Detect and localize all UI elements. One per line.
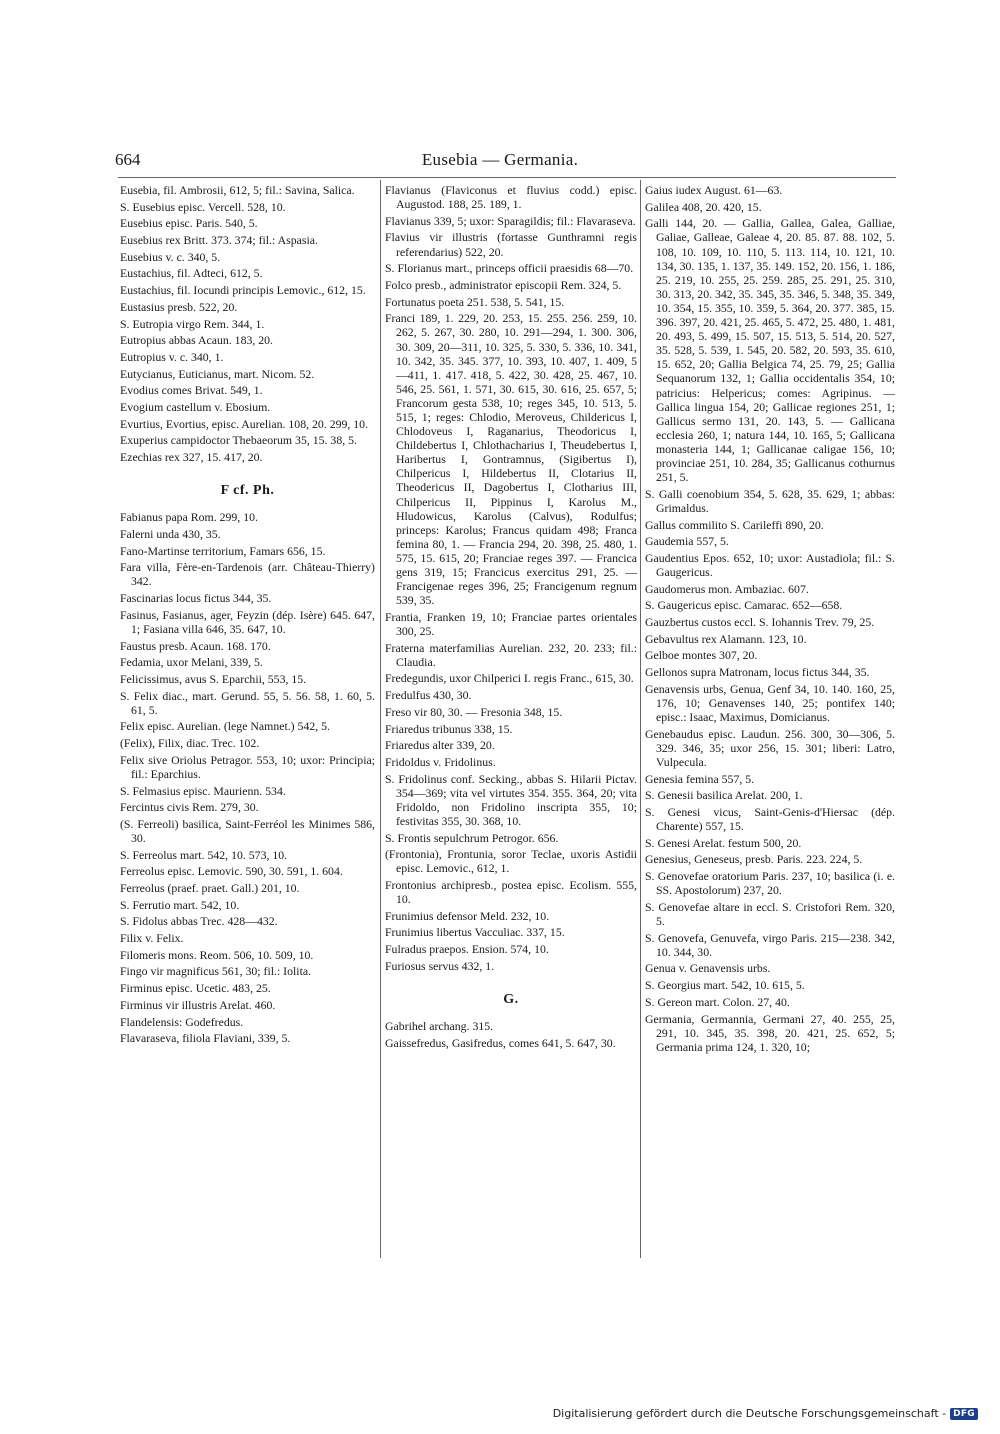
footer-text: Digitalisierung gefördert durch die Deutsche Forschungsgemeinschaft -: [552, 1407, 947, 1420]
index-entry: Gauzbertus custos eccl. S. Iohannis Trev. 79, 25.: [645, 615, 875, 630]
index-entry: Felicissimus, avus S. Eparchii, 553, 15.: [120, 671, 307, 686]
index-entry: Filix v. Felix.: [120, 931, 184, 946]
index-entry: Eutycianus, Euticianus, mart. Nicom. 52.: [120, 366, 315, 381]
index-entry: Fabianus papa Rom. 299, 10.: [120, 510, 258, 525]
index-entry: Friaredus tribunus 338, 15.: [385, 721, 513, 736]
index-entry: Fingo vir magnificus 561, 30; fil.: Iolita.: [120, 964, 312, 979]
index-entry: S. Genesii basilica Arelat. 200, 1.: [645, 788, 803, 803]
index-entry: Gelboe montes 307, 20.: [645, 648, 758, 663]
index-entry: S. Genovefa, Genuvefa, virgo Paris. 215—238. 342, 10. 344, 30.: [645, 930, 895, 959]
index-entry: Eustachius, fil. Adteci, 612, 5.: [120, 266, 263, 281]
index-entry: Frontonius archipresb., postea episc. Ecolism. 555, 10.: [385, 878, 637, 907]
index-entry: Eusebius rex Britt. 373. 374; fil.: Aspasia.: [120, 233, 318, 248]
index-entry: Fridoldus v. Fridolinus.: [385, 754, 496, 769]
index-entry: Genesius, Geneseus, presb. Paris. 223. 224, 5.: [645, 852, 863, 867]
index-entry: Gaissefredus, Gasifredus, comes 641, 5. 647, 30.: [385, 1035, 616, 1050]
column-divider-1: [380, 180, 381, 1258]
index-entry: Eusebius v. c. 340, 5.: [120, 249, 221, 264]
index-entry: Germania, Germannia, Germani 27, 40. 255, 25, 291, 10. 345, 35. 398, 20. 421, 25. 652, 5; Germania prima 124, 1. 320, 10;: [645, 1011, 895, 1054]
index-entry: Galli 144, 20. — Gallia, Gallea, Galea, Galliae, Galiae, Galleae, Galeae 4, 20. 85. 87. 88. 102, 5. 108, 10. 109, 10. 110, 5. 113. 114, 10. 121, 10. 134, 30. 135, 1. 137, 35. 149. 152, 20. 156, 1. 186, 25. 219, 10. 255, 25. 259. 285, 25. 291, 25. 310, 30. 313, 20. 342, 35. 345, 35. 346, 5. 348, 35. 349, 10. 354, 15. 355, 10. 359, 5. 364, 20. 377. 385, 15. 396. 397, 20. 421, 25. 465, 5. 472, 25. 480, 1. 481, 20. 493, 5. 499, 15. 507, 15. 513, 5. 514, 20. 527, 35. 528, 5. 539, 1. 545, 20. 582, 20. 593, 35. 610, 15. 652, 20; Gallia Belgica 74, 25. 79, 25; Gallia Sequanorum 132, 1; Gallia occidentalis 354, 10; patricius: Helpericus; comes: Agripinus. — Gallica lingua 154, 20; Gallicae regiones 251, 1; Gallicus sermo 131, 20. 143, 5. — Gallicana ecclesia 260, 1; natura 144, 10. 165, 5; Gallicana monasteria 144, 1; Gallicanae caligae 156, 10; provinciae 251, 10. 284, 35; Gallicanus cothurnus 251, 5.: [645, 216, 895, 485]
index-column-3: [645, 183, 895, 1263]
index-entry: Gallus commilito S. Carileffi 890, 20.: [645, 517, 824, 532]
index-entry: (Frontonia), Frontunia, soror Teclae, uxoris Astidii episc. Lemovic., 612, 1.: [385, 847, 637, 876]
index-entry: Fano-Martinse territorium, Famars 656, 15.: [120, 543, 326, 558]
footer-credit: [553, 1407, 978, 1420]
index-entry: Franci 189, 1. 229, 20. 253, 15. 255. 256. 259, 10. 262, 5. 267, 30. 280, 10. 291—294, 1. 300. 306, 30. 309, 20—311, 10. 325, 5. 330, 5. 336, 10. 341, 10. 342, 35. 345. 377, 10. 393, 10. 407, 1. 409, 5—411, 1. 417. 418, 5. 422, 30. 428, 25. 467, 10. 546, 25. 561, 1. 571, 30. 615, 30. 616, 25. 657, 5; Francorum gesta 538, 10; reges 345, 10. 513, 5. 515, 1; reges: Chlodio, Meroveus, Childericus I, Chlodoveus I, Raganarius, Theodoricus I, Childebertus I, Chlothacharius I, Theudebertus I, Haribertus I, Gontramnus, (Sigibertus I), Chilpericus I, Hildebertus II, Clotarius II, Theodericus II, Dagobertus I, Clotharius III, Chilpericus II, Pippinus I, Karolus M., Hludowicus, Karolus (Calvus), Rodulfus; princeps: Karolus; Francus quidam 498; Franca femina 80, 1. — Francia 294, 20. 398, 25. 480, 1. 575, 15. 615, 20; Franciae reges 397. — Francica gens 319, 15; Francicus exercitus 291, 25. — Francigenae reges 396, 25; Francigenum regnum 539, 35.: [385, 311, 637, 608]
index-entry: Fasinus, Fasianus, ager, Feyzin (dép. Isère) 645. 647, 1; Fasiana villa 646, 35. 647, 10.: [120, 607, 375, 636]
index-entry: Eutropius v. c. 340, 1.: [120, 349, 224, 364]
index-entry: Furiosus servus 432, 1.: [385, 958, 495, 973]
index-entry: Eusebius episc. Paris. 540, 5.: [120, 216, 258, 231]
index-entry: Friaredus alter 339, 20.: [385, 738, 495, 753]
index-entry: Genua v. Genavensis urbs.: [645, 961, 771, 976]
index-entry: S. Florianus mart., princeps officii praesidis 68—70.: [385, 261, 634, 276]
index-entry: Frantia, Franken 19, 10; Franciae partes orientales 300, 25.: [385, 609, 637, 638]
index-entry: Genebaudus episc. Laudun. 256. 300, 30—306, 5. 329. 346, 35; uxor 256, 15. 301; liberi: Latro, Vulpecula.: [645, 726, 895, 769]
index-entry: S. Genovefae oratorium Paris. 237, 10; basilica (i. e. SS. Apostolorum) 237, 20.: [645, 869, 895, 898]
index-entry: Gaudomerus mon. Ambaziac. 607.: [645, 581, 809, 596]
index-entry: S. Ferrutio mart. 542, 10.: [120, 897, 240, 912]
index-entry: Fredulfus 430, 30.: [385, 688, 472, 703]
index-entry: Fedamia, uxor Melani, 339, 5.: [120, 655, 263, 670]
index-entry: Eusebia, fil. Ambrosii, 612, 5; fil.: Savina, Salica.: [120, 183, 355, 197]
index-entry: Genavensis urbs, Genua, Genf 34, 10. 140. 160, 25, 176, 10; Genavenses 140, 25; pontifex 140; episc.: Isaac, Maximus, Domicianus.: [645, 681, 895, 724]
index-entry: Fercintus civis Rem. 279, 30.: [120, 800, 259, 815]
index-entry: Ezechias rex 327, 15. 417, 20.: [120, 450, 263, 464]
index-entry: S. Frontis sepulchrum Petrogor. 656.: [385, 830, 559, 845]
index-entry: Genesia femina 557, 5.: [645, 771, 755, 786]
index-entry: Faustus presb. Acaun. 168. 170.: [120, 638, 271, 653]
index-entry: S. Eutropia virgo Rem. 344, 1.: [120, 316, 265, 331]
index-entry: Evurtius, Evortius, episc. Aurelian. 108, 20. 299, 10.: [120, 416, 369, 431]
index-entry: Flandelensis: Godefredus.: [120, 1014, 244, 1029]
header-rule: [118, 177, 896, 178]
index-entry: Gabrihel archang. 315.: [385, 1019, 494, 1034]
index-entry: Fulradus praepos. Ension. 574, 10.: [385, 942, 549, 957]
index-entry: Evogium castellum v. Ebosium.: [120, 399, 271, 414]
index-entry: Gaius iudex August. 61—63.: [645, 183, 783, 197]
index-entry: Folco presb., administrator episcopii Rem. 324, 5.: [385, 277, 622, 292]
index-entry: S. Felix diac., mart. Gerund. 55, 5. 56. 58, 1. 60, 5. 61, 5.: [120, 688, 375, 717]
running-head: Eusebia — Germania.: [421, 150, 579, 169]
dfg-logo: DFG: [950, 1408, 978, 1420]
index-entry: Evodius comes Brivat. 549, 1.: [120, 383, 263, 398]
column-divider-2: [640, 180, 641, 1258]
index-entry: S. Galli coenobium 354, 5. 628, 35. 629, 1; abbas: Grimaldus.: [645, 486, 895, 515]
index-entry: Frunimius libertus Vacculiac. 337, 15.: [385, 925, 565, 940]
index-entry: S. Genesi Arelat. festum 500, 20.: [645, 835, 802, 850]
index-entry: Firminus vir illustris Arelat. 460.: [120, 997, 276, 1012]
index-entry: Falerni unda 430, 35.: [120, 526, 221, 541]
index-entry: Flavianus (Flaviconus et fluvius codd.) episc. Augustod. 188, 25. 189, 1.: [385, 183, 637, 212]
index-entry: Galilea 408, 20. 420, 15.: [645, 199, 762, 214]
index-entry: S. Eusebius episc. Vercell. 528, 10.: [120, 199, 286, 214]
index-entry: Flavius vir illustris (fortasse Gunthramni regis referendarius) 522, 20.: [385, 230, 637, 259]
index-entry: Gebavultus rex Alamann. 123, 10.: [645, 631, 807, 646]
index-entry: Felix sive Oriolus Petragor. 553, 10; uxor: Principia; fil.: Eparchius.: [120, 752, 375, 781]
index-entry: S. Gereon mart. Colon. 27, 40.: [645, 994, 790, 1009]
index-entry: Filomeris mons. Reom. 506, 10. 509, 10.: [120, 947, 314, 962]
index-entry: Gaudentius Epos. 652, 10; uxor: Austadiola; fil.: S. Gaugericus.: [645, 550, 895, 579]
index-column-1: [120, 183, 375, 1263]
index-entry: Eustachius, fil. Iocundi principis Lemovic., 612, 15.: [120, 283, 366, 298]
index-entry: Firminus episc. Ucetic. 483, 25.: [120, 981, 271, 996]
index-entry: S. Genovefae altare in eccl. S. Cristofori Rem. 320, 5.: [645, 899, 895, 928]
index-entry: Eustasius presb. 522, 20.: [120, 299, 238, 314]
index-entry: (Felix), Filix, diac. Trec. 102.: [120, 736, 260, 751]
index-entry: Ferreolus (praef. praet. Gall.) 201, 10.: [120, 881, 300, 896]
index-entry: S. Ferreolus mart. 542, 10. 573, 10.: [120, 847, 288, 862]
index-entry: S. Genesi vicus, Saint-Genis-d'Hiersac (dép. Charente) 557, 15.: [645, 804, 895, 834]
index-entry: S. Fidolus abbas Trec. 428—432.: [120, 914, 278, 929]
index-entry: Gellonos supra Matronam, locus fictus 344, 35.: [645, 665, 870, 680]
index-entry: Flavaraseva, filiola Flaviani, 339, 5.: [120, 1031, 291, 1046]
page-number: 664: [115, 150, 141, 169]
index-entry: Gaudemia 557, 5.: [645, 534, 729, 549]
index-entry: S. Fridolinus conf. Secking., abbas S. Hilarii Pictav. 354—369; vita vel virtutes 354. 355. 364, 20; vita Fridoldo, non Fridolino inscripta 355, 10; festivitas 355, 30. 368, 10.: [385, 771, 637, 828]
index-entry: Fredegundis, uxor Chilperici I. regis Franc., 615, 30.: [385, 671, 634, 686]
index-entry: Fascinarias locus fictus 344, 35.: [120, 591, 272, 606]
index-entry: Eutropius abbas Acaun. 183, 20.: [120, 333, 274, 348]
index-column-2: [385, 183, 637, 1263]
index-entry: (S. Ferreoli) basilica, Saint-Ferréol les Minimes 586, 30.: [120, 816, 375, 845]
index-entry: Felix episc. Aurelian. (lege Namnet.) 542, 5.: [120, 719, 330, 734]
index-entry: Fortunatus poeta 251. 538, 5. 541, 15.: [385, 294, 565, 309]
index-entry: Freso vir 80, 30. — Fresonia 348, 15.: [385, 704, 563, 719]
index-entry: S. Felmasius episc. Maurienn. 534.: [120, 783, 286, 798]
index-entry: Ferreolus episc. Lemovic. 590, 30. 591, 1. 604.: [120, 864, 343, 879]
index-entry: Fraterna materfamilias Aurelian. 232, 20. 233; fil.: Claudia.: [385, 640, 637, 669]
index-entry: Flavianus 339, 5; uxor: Sparagildis; fil.: Flavaraseva.: [385, 213, 636, 228]
index-entry: S. Georgius mart. 542, 10. 615, 5.: [645, 978, 805, 993]
section-heading: F cf. Ph.: [220, 483, 275, 499]
section-heading: G.: [503, 991, 519, 1007]
index-entry: Fara villa, Fère-en-Tardenois (arr. Château-Thierry) 342.: [120, 560, 375, 589]
index-entry: Exuperius campidoctor Thebaeorum 35, 15. 38, 5.: [120, 433, 357, 448]
index-entry: S. Gaugericus episc. Camarac. 652—658.: [645, 598, 843, 613]
index-entry: Frunimius defensor Meld. 232, 10.: [385, 908, 550, 923]
